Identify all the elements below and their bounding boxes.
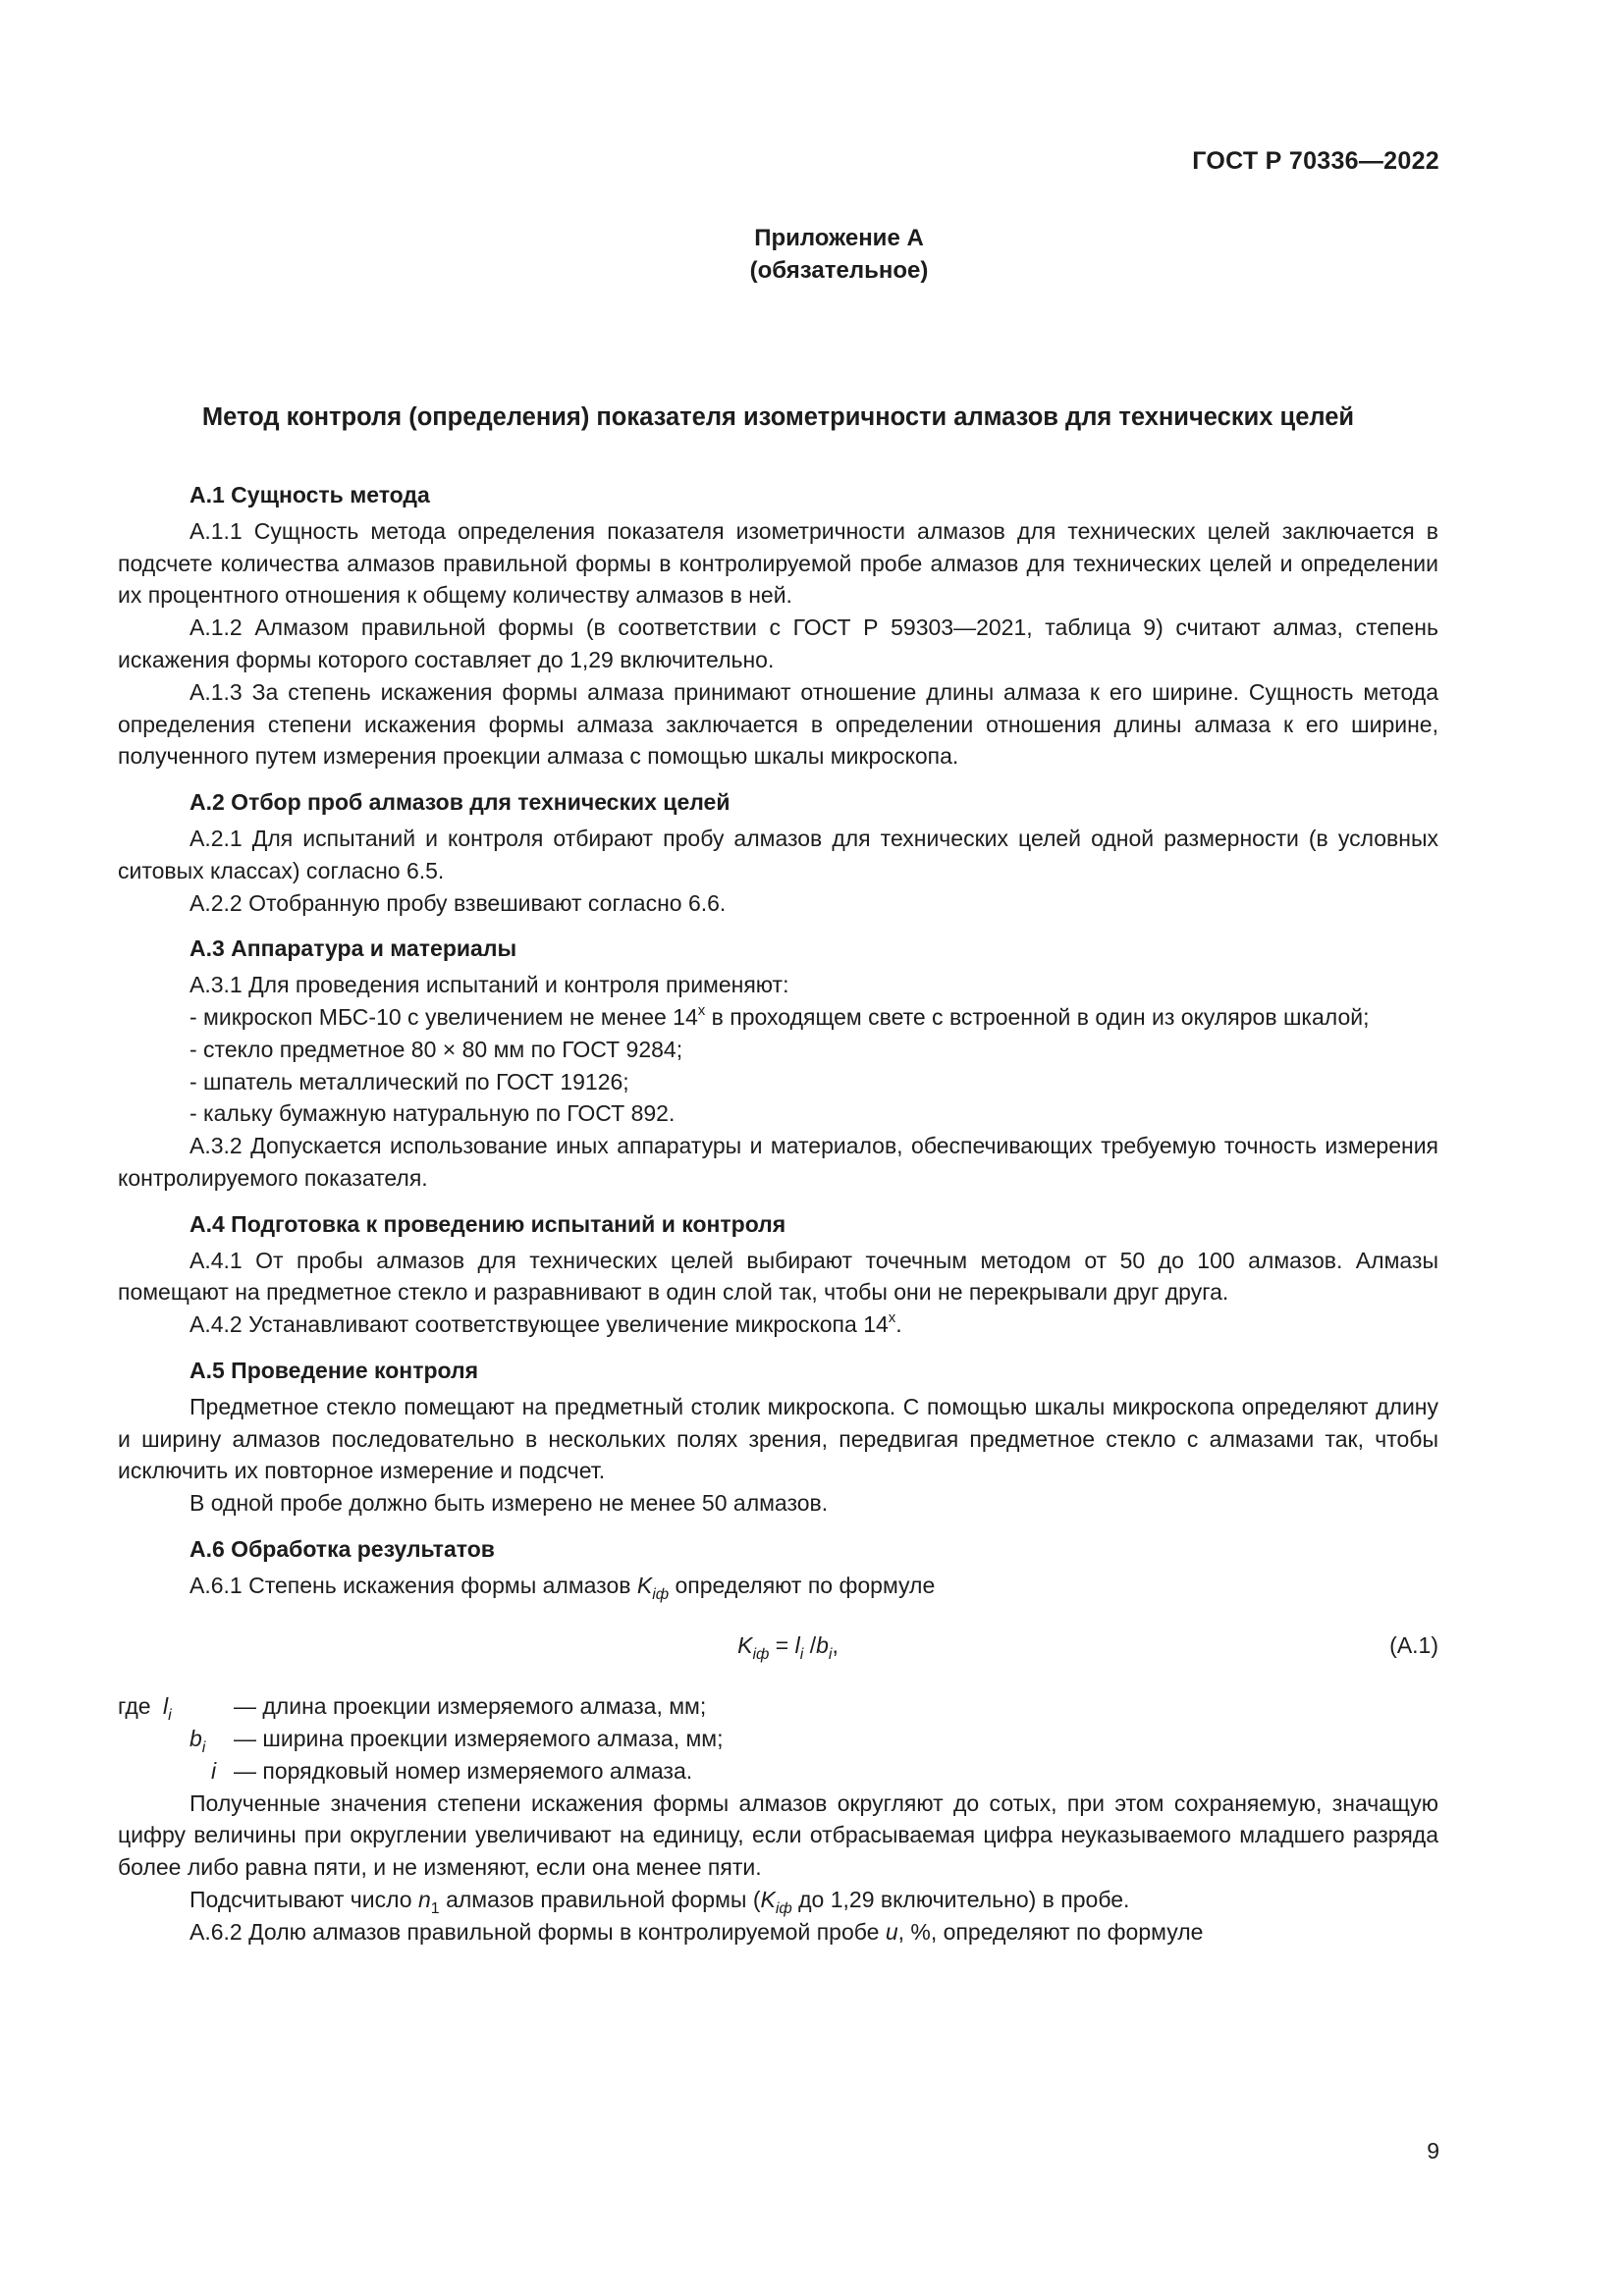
- list-item-microscope-b: в проходящем свете с встроенной в один из окуляров шкалой;: [705, 1003, 1370, 1030]
- paragraph-a6-count-c: до 1,29 включительно) в пробе.: [791, 1886, 1130, 1912]
- paragraph-a2-2: А.2.2 Отобранную пробу взвешивают согласно 6.6.: [189, 889, 727, 916]
- formula-tail: ,: [832, 1631, 839, 1658]
- paragraph-a6-count-b: алмазов правильной формы (: [439, 1886, 761, 1912]
- paragraph-a6-count: [118, 1884, 1438, 1916]
- section-heading-a2: А.2 Отбор проб алмазов для технических целей: [189, 789, 731, 816]
- legend-symbol-sub: i: [201, 1738, 206, 1756]
- paragraph-a6-2-a: А.6.2 Долю алмазов правильной формы в контролируемой пробе: [189, 1918, 886, 1945]
- paragraph-a3-1: А.3.1 Для проведения испытаний и контроля применяют:: [189, 972, 789, 998]
- legend-symbol-main: l: [163, 1692, 169, 1719]
- paragraph-a4-2-a: А.4.2 Устанавливают соответствующее увеличение микроскопа 14: [189, 1311, 889, 1338]
- formula-k-sub: iф: [752, 1645, 770, 1663]
- symbol-n-sub: 1: [430, 1899, 440, 1917]
- paragraph-a6-count-a: Подсчитывают число: [189, 1886, 418, 1912]
- paragraph-a1-3: А.1.3 За степень искажения формы алмаза принимают отношение длины алмаза к его ширине. Сущность метода определения степени искажения формы алмаза заключается в определении отношения длины алмаза к его ширине, полученного путем измерения проекции алмаза с помощью шкалы микроскопа.: [118, 678, 1438, 770]
- appendix-label: Приложение А: [754, 225, 924, 251]
- document-body: [118, 479, 1438, 1948]
- legend-row-index: [118, 1755, 1438, 1788]
- appendix-header: [0, 222, 1624, 287]
- paragraph-a2-1: А.2.1 Для испытаний и контроля отбирают пробу алмазов для технических целей одной размерности (в условных ситовых классах) согласно 6.5.: [118, 825, 1438, 883]
- paragraph-a4-2: [118, 1308, 1438, 1341]
- magnification-sup-2: х: [888, 1309, 896, 1327]
- paragraph-a5-2: В одной пробе должно быть измерено не менее 50 алмазов.: [189, 1490, 829, 1517]
- list-item-microscope-a: - микроскоп МБС-10 с увеличением не менее 14: [189, 1003, 698, 1030]
- formula-b-sub: i: [828, 1645, 833, 1663]
- legend-symbol-sub: i: [168, 1706, 172, 1724]
- formula-b: b: [816, 1631, 829, 1658]
- formula-legend: [118, 1690, 1438, 1788]
- legend-symbol: [211, 1755, 216, 1788]
- section-heading-a1: А.1 Сущность метода: [189, 482, 430, 507]
- paragraph-a4-2-b: .: [895, 1311, 902, 1338]
- list-item-spatula: - шпатель металлический по ГОСТ 19126;: [189, 1068, 629, 1095]
- paragraph-a6-1-a: А.6.1 Степень искажения формы алмазов: [189, 1572, 637, 1598]
- list-item-tracing-paper: - кальку бумажную натуральную по ГОСТ 892.: [189, 1100, 676, 1127]
- section-heading-a4: А.4 Подготовка к проведению испытаний и контроля: [189, 1210, 786, 1237]
- formula-a1: [118, 1620, 1438, 1675]
- symbol-n: n: [418, 1886, 431, 1912]
- legend-row-width: [118, 1723, 1438, 1755]
- appendix-status: (обязательное): [749, 257, 929, 284]
- symbol-k: K: [636, 1572, 653, 1598]
- legend-lead: где: [118, 1692, 151, 1719]
- symbol-k-sub: iф: [652, 1585, 670, 1603]
- formula-slash: /: [803, 1631, 817, 1658]
- paragraph-a6-2-b: , %, определяют по формуле: [897, 1918, 1204, 1945]
- symbol-k-2: K: [760, 1886, 776, 1912]
- magnification-sup: х: [697, 1001, 706, 1019]
- formula-k: K: [737, 1631, 753, 1658]
- formula-l-sub: i: [799, 1645, 804, 1663]
- paragraph-a5-1: Предметное стекло помещают на предметный столик микроскопа. С помощью шкалы микроскопа определяют длину и ширину алмазов последовательно в нескольких полях зрения, передвигая предметное стекло с алмазами так, чтобы исключить их повторное измерение и подсчет.: [118, 1393, 1438, 1484]
- legend-description: — порядковый номер измеряемого алмаза.: [234, 1757, 693, 1784]
- section-heading-a3: А.3 Аппаратура и материалы: [189, 935, 517, 962]
- gost-code: ГОСТ Р 70336—2022: [1192, 147, 1439, 175]
- section-heading-a6: А.6 Обработка результатов: [189, 1535, 495, 1562]
- paragraph-a1-2: А.1.2 Алмазом правильной формы (в соответствии с ГОСТ Р 59303—2021, таблица 9) считают алмаз, степень искажения формы которого составляет до 1,29 включительно.: [118, 614, 1438, 672]
- paragraph-a6-1-b: определяют по формуле: [669, 1572, 936, 1598]
- main-title: Метод контроля (определения) показателя изометричности алмазов для технических целей: [201, 403, 1355, 431]
- section-heading-a5: А.5 Проведение контроля: [189, 1357, 479, 1383]
- formula-number: (А.1): [1389, 1631, 1438, 1658]
- symbol-k-2-sub: iф: [775, 1899, 792, 1917]
- paragraph-a6-1: [118, 1570, 1438, 1602]
- legend-symbol-main: i: [211, 1757, 217, 1784]
- legend-symbol: [189, 1723, 205, 1755]
- formula-eq: =: [769, 1631, 795, 1658]
- legend-symbol-main: b: [189, 1725, 202, 1751]
- paragraph-a6-rounding: Полученные значения степени искажения формы алмазов округляют до сотых, при этом сохраняемую, значащую цифру величины при округлении увеличивают на единицу, если отбрасываемая цифра неуказываемого младшего разряда более либо равна пяти, и не изменяют, если она менее пяти.: [118, 1789, 1438, 1881]
- legend-row-length: [118, 1690, 1438, 1723]
- legend-description: — длина проекции измеряемого алмаза, мм;: [234, 1692, 707, 1719]
- formula-l: l: [794, 1631, 800, 1658]
- symbol-u: u: [885, 1918, 898, 1945]
- paragraph-a1-1: А.1.1 Сущность метода определения показателя изометричности алмазов для технических целей заключается в подсчете количества алмазов правильной формы в контролируемой пробе алмазов для технических целей и определении их процентного отношения к общему количеству алмазов в ней.: [118, 517, 1438, 609]
- legend-description: — ширина проекции измеряемого алмаза, мм;: [234, 1725, 724, 1751]
- page-number: 9: [1427, 2138, 1439, 2163]
- paragraph-a3-2: А.3.2 Допускается использование иных аппаратуры и материалов, обеспечивающих требуемую точность измерения контролируемого показателя.: [118, 1133, 1438, 1191]
- paragraph-a6-2: [118, 1916, 1438, 1949]
- formula-expression: [118, 1629, 1448, 1662]
- legend-symbol: [163, 1690, 172, 1723]
- list-item-microscope: [118, 1001, 1438, 1034]
- paragraph-a4-1: А.4.1 От пробы алмазов для технических целей выбирают точечным методом от 50 до 100 алмазов. Алмазы помещают на предметное стекло и разравнивают в один слой так, чтобы они не перекрывали друг друга.: [118, 1247, 1438, 1306]
- list-item-glass: - стекло предметное 80 × 80 мм по ГОСТ 9284;: [189, 1036, 683, 1062]
